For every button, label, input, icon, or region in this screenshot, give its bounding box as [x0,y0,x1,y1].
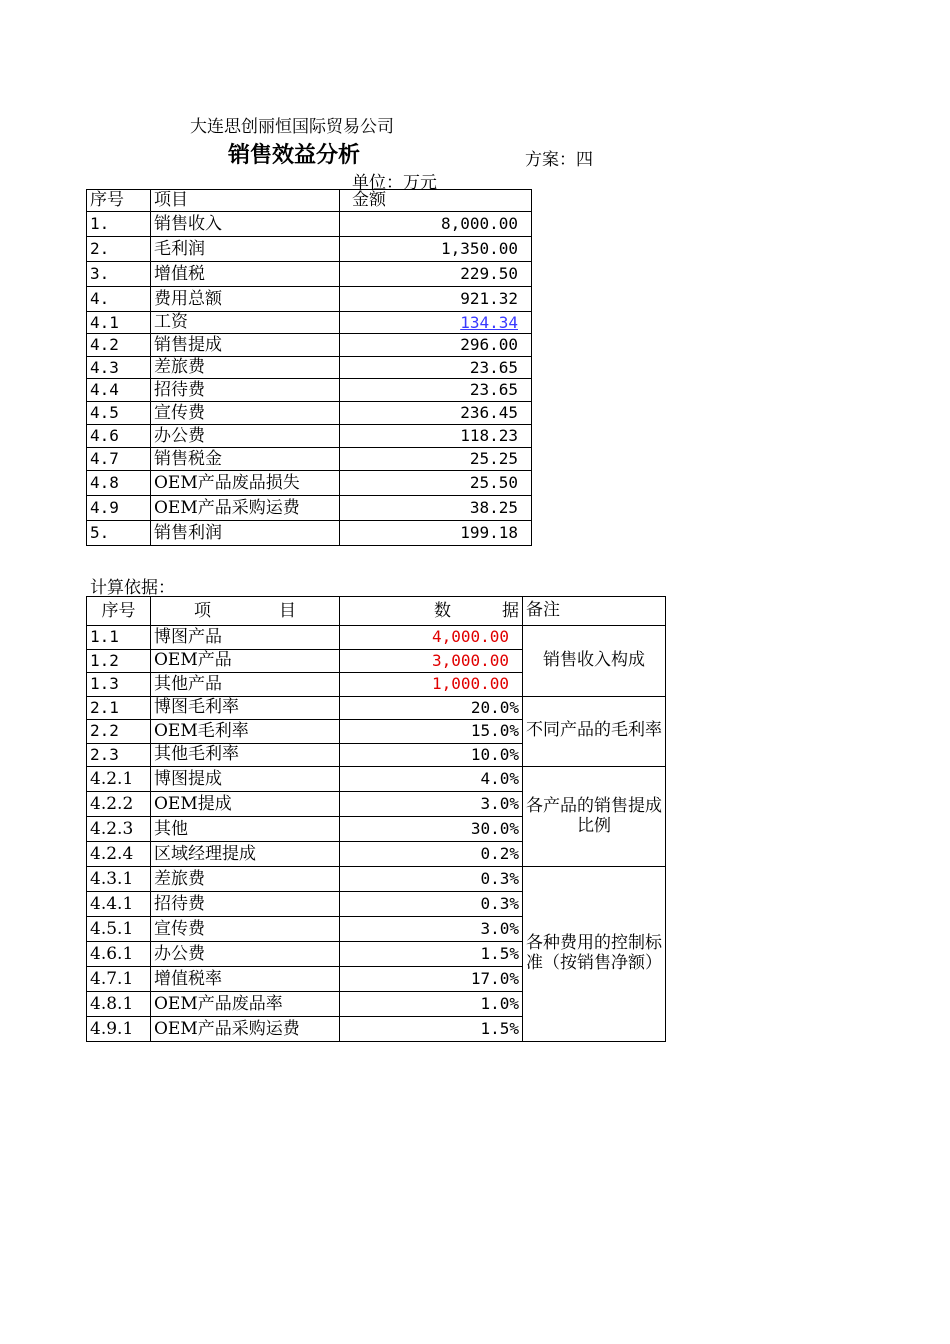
group-note: 不同产品的毛利率 [523,696,666,767]
summary-row [87,496,532,521]
row-no: 4.2.3 [87,817,151,842]
summary-header-row [87,190,532,212]
row-item: 毛利润 [151,237,340,262]
row-no: 4.2.4 [87,842,151,867]
row-item: 差旅费 [151,867,340,892]
header-item: 项目 [151,190,340,212]
row-no: 3. [87,262,151,287]
summary-row [87,237,532,262]
row-item: 差旅费 [151,357,340,379]
row-item: 工资 [151,312,340,334]
summary-row [87,402,532,425]
header-item: 项 目 [151,597,340,626]
row-no: 4.6.1 [87,942,151,967]
row-amount[interactable] [340,312,532,334]
row-no: 4.1 [87,312,151,334]
summary-row [87,379,532,402]
amount-value: 199.18 [460,523,518,542]
row-no: 1.2 [87,649,151,673]
basis-header-row [87,597,666,626]
row-no: 4.9.1 [87,1017,151,1042]
row-amount [340,496,532,521]
row-value: 17.0% [340,967,523,992]
row-value: 4,000.00 [340,626,523,650]
row-item: OEM产品废品率 [151,992,340,1017]
row-item: 销售提成 [151,334,340,357]
row-value: 0.3% [340,867,523,892]
row-no: 1.1 [87,626,151,650]
row-item: 其他毛利率 [151,743,340,767]
header-value: 数 据 [340,597,523,626]
row-item: 其他 [151,817,340,842]
row-no: 1.3 [87,673,151,697]
group-note: 各种费用的控制标准（按销售净额） [523,867,666,1042]
row-no: 4.5 [87,402,151,425]
row-no: 4.3.1 [87,867,151,892]
row-item: 办公费 [151,942,340,967]
summary-table [86,189,532,546]
row-no: 4.2.2 [87,792,151,817]
row-amount [340,471,532,496]
row-no: 4.5.1 [87,917,151,942]
row-item: 招待费 [151,379,340,402]
plan-label: 方案：四 [525,150,593,170]
row-item: 博图毛利率 [151,696,340,720]
amount-value: 1,350.00 [440,239,518,258]
row-item: 宣传费 [151,402,340,425]
row-item: 销售利润 [151,521,340,546]
amount-value: 118.23 [460,426,518,445]
row-no: 2.2 [87,720,151,744]
summary-row [87,312,532,334]
row-item: 区域经理提成 [151,842,340,867]
amount-value: 8,000.00 [440,214,518,233]
row-no: 4.2.1 [87,767,151,792]
amount-value: 25.50 [469,473,518,492]
page-title: 销售效益分析 [228,142,361,168]
row-item: 销售税金 [151,448,340,471]
row-no: 4.8 [87,471,151,496]
header-no: 序号 [87,190,151,212]
row-value: 1.5% [340,942,523,967]
summary-row [87,212,532,237]
row-no: 4. [87,287,151,312]
basis-row [87,867,666,892]
row-no: 4.7.1 [87,967,151,992]
row-value: 1.0% [340,992,523,1017]
summary-row [87,425,532,448]
row-value: 1,000.00 [340,673,523,697]
row-item: OEM提成 [151,792,340,817]
row-amount [340,357,532,379]
basis-row [87,696,666,720]
basis-table [86,596,666,1042]
row-no: 2.3 [87,743,151,767]
summary-row [87,448,532,471]
amount-value[interactable]: 134.34 [460,312,518,332]
row-amount [340,521,532,546]
header-amount: 金额 [340,190,532,212]
row-amount [340,212,532,237]
row-amount [340,402,532,425]
row-item: OEM产品采购运费 [151,496,340,521]
company-name: 大连思创丽恒国际贸易公司 [190,117,394,137]
row-item: OEM产品废品损失 [151,471,340,496]
row-item: 博图提成 [151,767,340,792]
row-no: 4.6 [87,425,151,448]
amount-value: 229.50 [460,264,518,283]
row-item: 其他产品 [151,673,340,697]
row-no: 4.4.1 [87,892,151,917]
amount-value: 23.65 [469,357,518,377]
group-note: 各产品的销售提成比例 [523,767,666,867]
row-no: 5. [87,521,151,546]
amount-value: 236.45 [460,403,518,422]
summary-row [87,521,532,546]
row-value: 4.0% [340,767,523,792]
row-item: OEM毛利率 [151,720,340,744]
row-no: 2.1 [87,696,151,720]
row-value: 0.3% [340,892,523,917]
basis-label: 计算依据： [90,578,175,598]
row-item: 博图产品 [151,626,340,650]
row-no: 2. [87,237,151,262]
row-no: 4.4 [87,379,151,402]
row-amount [340,379,532,402]
amount-value: 921.32 [460,289,518,308]
group-note: 销售收入构成 [523,626,666,697]
row-amount [340,237,532,262]
row-no: 4.2 [87,334,151,357]
row-amount [340,287,532,312]
row-item: 办公费 [151,425,340,448]
row-no: 4.9 [87,496,151,521]
row-value: 10.0% [340,743,523,767]
row-no: 4.3 [87,357,151,379]
row-item: OEM产品 [151,649,340,673]
unit-label: 单位：万元 [352,173,437,193]
row-value: 3,000.00 [340,649,523,673]
row-item: 费用总额 [151,287,340,312]
basis-row [87,767,666,792]
row-item: 宣传费 [151,917,340,942]
header-no: 序号 [87,597,151,626]
amount-value: 38.25 [469,498,518,517]
summary-row [87,357,532,379]
row-amount [340,262,532,287]
row-value: 1.5% [340,1017,523,1042]
row-item: 销售收入 [151,212,340,237]
row-amount [340,448,532,471]
amount-value: 25.25 [469,449,518,468]
row-amount [340,425,532,448]
row-item: 招待费 [151,892,340,917]
row-value: 20.0% [340,696,523,720]
row-item: 增值税 [151,262,340,287]
row-no: 1. [87,212,151,237]
summary-row [87,262,532,287]
amount-value: 296.00 [460,335,518,354]
basis-row [87,626,666,650]
row-value: 0.2% [340,842,523,867]
row-no: 4.8.1 [87,992,151,1017]
row-item: OEM产品采购运费 [151,1017,340,1042]
row-value: 15.0% [340,720,523,744]
row-amount [340,334,532,357]
row-value: 3.0% [340,917,523,942]
amount-value: 23.65 [469,380,518,399]
row-value: 3.0% [340,792,523,817]
summary-row [87,334,532,357]
summary-row [87,287,532,312]
summary-row [87,471,532,496]
row-item: 增值税率 [151,967,340,992]
header-note: 备注 [523,597,666,626]
row-value: 30.0% [340,817,523,842]
row-no: 4.7 [87,448,151,471]
